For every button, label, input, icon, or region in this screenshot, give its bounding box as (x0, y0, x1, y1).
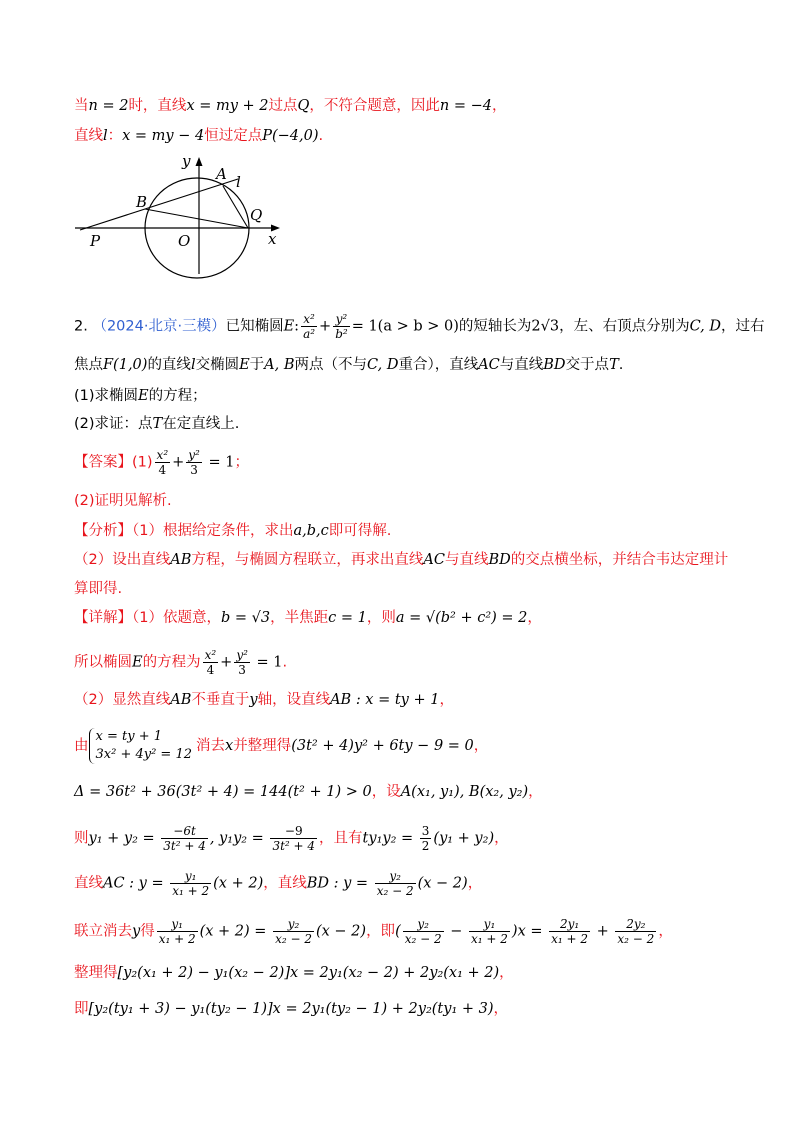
text: 焦点 (74, 357, 103, 373)
math: = 1 (251, 654, 283, 671)
text: （2）显然直线 (74, 692, 171, 708)
question-number: 2. (74, 318, 88, 335)
detail-line-7 (74, 869, 730, 898)
math: Q (297, 98, 310, 114)
system-eq-2: 3x² + 4y² = 12 (95, 747, 192, 762)
text: 与直线 (499, 357, 544, 373)
question-line-2 (74, 354, 730, 376)
text: 直线 (74, 128, 103, 144)
text: ，左、右顶点分别为 (559, 318, 690, 335)
math: l (103, 128, 108, 144)
frac-num: y² (333, 312, 350, 327)
text: 的直线 (147, 357, 191, 373)
sub-question-1 (74, 385, 730, 407)
math: BD : y = (306, 875, 373, 892)
math: C, D (367, 357, 399, 373)
text: ，半焦距 (270, 610, 329, 626)
math: x (225, 738, 234, 754)
math: 2√3 (531, 318, 560, 335)
text: ， (499, 965, 514, 981)
detail-line-8 (74, 917, 730, 946)
text: 于 (249, 357, 265, 373)
label-q: Q (250, 206, 263, 224)
math: y (249, 692, 258, 708)
math: n = 2 (88, 98, 129, 114)
text: ， (467, 875, 483, 892)
math: P(−4,0) (262, 128, 319, 144)
text: 不垂直于 (191, 692, 250, 708)
math: x = my + 2 (186, 98, 269, 114)
math: AB (170, 692, 192, 708)
detail-line-10 (74, 998, 730, 1020)
text: （1）依题意， (132, 610, 221, 626)
frac-num: 2y₂ (615, 917, 656, 932)
text: ，设 (371, 784, 401, 800)
text: 的方程； (148, 388, 207, 404)
math: x = my − 4 (122, 128, 205, 144)
text: 消去 (196, 738, 225, 754)
system-eq-1: x = ty + 1 (95, 729, 162, 744)
text: 整理得 (74, 965, 118, 981)
math: [y₂(x₁ + 2) − y₁(x₂ − 2)]x = 2y₁(x₂ − 2) + 2y₂(x₁ + 2) (117, 965, 500, 981)
text: 已知椭圆 (225, 318, 284, 335)
question-line-1: 2. （2024·北京·三模）已知椭圆E: $\frac{\text{x²}}{\text{a²}}$ + $\frac{\text{y²}}{\text{b²}}$ = 1(a > b > 0)的短轴长为2√3，左、右顶点分别为C, D，过右 (74, 312, 765, 341)
detail-tag: 【详解】 (74, 610, 132, 626)
math: y₁ + y₂ = (88, 830, 160, 847)
frac-den: x₂ − 2 (376, 884, 414, 898)
text: ，直线 (263, 875, 307, 892)
math: ty₁y₂ = (362, 830, 418, 847)
text: 的交点横坐标，并结合韦达定理计 (510, 552, 729, 568)
text: 时，直线 (128, 98, 187, 114)
frac-den: 3 (238, 663, 246, 677)
analysis-tag: 【分析】 (74, 523, 132, 539)
text: ： (107, 128, 123, 144)
frac-den: a² (303, 327, 316, 341)
math: BD (488, 552, 511, 568)
text: 过点 (268, 98, 298, 114)
text: 由 (74, 738, 89, 754)
frac-num: y₂ (273, 917, 314, 932)
math: = 1 (203, 454, 235, 471)
question-source: （2024·北京·三模） (92, 318, 226, 335)
text: (1) (132, 454, 153, 471)
text: （2）设出直线 (74, 552, 171, 568)
math: A, B (264, 357, 295, 373)
text: (2)求证：点 (74, 416, 153, 432)
math: F(1,0) (103, 357, 148, 373)
answer-tag: 【答案】 (74, 454, 132, 471)
frac-den: 2 (421, 839, 430, 853)
frac-num: x² (204, 648, 217, 662)
text: . (282, 654, 288, 671)
text: 在定直线上. (162, 416, 240, 432)
label-o: O (178, 232, 191, 250)
math: )x = (511, 923, 548, 940)
math: a,b,c (293, 523, 329, 539)
detail-line-6 (74, 824, 730, 853)
equation-system (89, 728, 193, 764)
text: 即 (74, 1001, 89, 1017)
text: 算即得. (74, 581, 123, 597)
geometry-figure (70, 152, 290, 282)
text: 交椭圆 (195, 357, 240, 373)
frac-num: 3 (421, 824, 430, 838)
text: ， (492, 98, 507, 114)
math: = 1(a > b > 0) (351, 318, 459, 335)
text: 方程，与椭圆方程联立，再求出直线 (191, 552, 424, 568)
text: ， (473, 738, 489, 754)
text: (2)证明见解析. (74, 493, 172, 509)
text: 的短轴长为 (458, 318, 532, 335)
text: 当 (74, 98, 89, 114)
text: 直线 (74, 875, 103, 892)
frac-den: x₂ − 2 (617, 932, 655, 946)
text: 并整理得 (233, 738, 292, 754)
detail-line-2: 所以椭圆E的方程为 $\frac{\text{x²}}{4}$ + $\frac{\text{y²}}{3}$ = 1. (74, 648, 288, 677)
sub-question-2 (74, 413, 730, 435)
label-a: A (216, 165, 227, 183)
text: 轴，设直线 (257, 692, 331, 708)
frac-num: x² (301, 312, 317, 327)
detail-line-3 (74, 689, 730, 711)
text: ，且有 (319, 830, 363, 847)
frac-num: y₂ (375, 869, 416, 884)
text: ，则 (366, 610, 396, 626)
analysis-line-3 (74, 578, 730, 600)
frac-den: 4 (206, 663, 215, 677)
text: 联立消去 (74, 923, 132, 940)
frac-den: 3t² + 4 (272, 839, 316, 853)
math: (x + 2) = (199, 923, 272, 940)
math: b = √3 (220, 610, 271, 626)
frac-num: −9 (270, 824, 317, 839)
detail-line-1 (74, 607, 730, 629)
math: T (609, 357, 619, 373)
math: T (152, 416, 163, 432)
math: (x + 2) (213, 875, 264, 892)
math: + (592, 923, 614, 940)
math: (3t² + 4)y² + 6ty − 9 = 0 (291, 738, 474, 754)
text: 重合），直线 (398, 357, 479, 373)
analysis-line-1 (74, 520, 730, 542)
text: 得 (140, 923, 155, 940)
frac-num: y₁ (157, 917, 198, 932)
frac-num: y₁ (170, 869, 211, 884)
segment-bq (145, 209, 248, 228)
math: − (445, 923, 468, 940)
text: 恒过定点 (204, 128, 263, 144)
math: a = √(b² + c²) = 2 (395, 610, 528, 626)
math: n = −4 (439, 98, 493, 114)
math: (y₁ + y₂) (433, 830, 495, 847)
math: (x − 2) (417, 875, 468, 892)
detail-line-4 (74, 728, 730, 764)
label-l: l (236, 173, 241, 191)
math: E (138, 388, 149, 404)
text: ， (494, 830, 509, 847)
frac-den: b² (335, 327, 348, 341)
math: A(x₁, y₁), B(x₂, y₂) (400, 784, 529, 800)
frac-den: 4 (158, 463, 167, 477)
line-fixed-point (74, 125, 730, 147)
frac-num: y₁ (469, 917, 510, 932)
text: ； (234, 454, 249, 471)
math: AB (170, 552, 192, 568)
text: ， (528, 784, 543, 800)
answer-line-1: 【答案】(1) $\frac{\text{x²}}{4}$ + $\frac{\text{y²}}{3}$ = 1； (74, 448, 249, 477)
text: ，即 (366, 923, 396, 940)
frac-num: 2y₁ (549, 917, 590, 932)
math: [y₂(ty₁ + 3) − y₁(ty₂ − 1)]x = 2y₁(ty₂ − 1) + 2y₂(ty₁ + 3) (88, 1001, 494, 1017)
math: BD (543, 357, 566, 373)
answer-line-2 (74, 490, 730, 512)
frac-num: y₂ (403, 917, 444, 932)
text: （1）根据给定条件，求出 (132, 523, 294, 539)
analysis-line-2 (74, 549, 730, 571)
text: . (318, 128, 324, 144)
text: . (618, 357, 624, 373)
frac-num: y² (236, 648, 248, 662)
text: 即可得解. (328, 523, 392, 539)
math: AC (423, 552, 445, 568)
math: C, D (689, 318, 721, 335)
text: (1)求椭圆 (74, 388, 139, 404)
math: y (132, 923, 141, 940)
text: 两点（不与 (294, 357, 368, 373)
math: c = 1 (328, 610, 367, 626)
text: ， (439, 692, 454, 708)
math: (x − 2) (315, 923, 367, 940)
math: ( (395, 923, 401, 940)
label-b: B (136, 193, 148, 211)
math: E (239, 357, 250, 373)
text: ， (493, 1001, 509, 1017)
detail-line-9 (74, 962, 730, 984)
frac-den: x₁ + 2 (158, 932, 196, 946)
math: AB : x = ty + 1 (330, 692, 440, 708)
text: ，不符合题意，因此 (309, 98, 440, 114)
label-y: y (182, 152, 191, 170)
frac-den: x₁ + 2 (172, 884, 210, 898)
line-l (80, 179, 238, 230)
label-x: x (268, 230, 277, 248)
frac-den: 3 (190, 463, 198, 477)
frac-den: x₁ + 2 (471, 932, 508, 946)
math: AC : y = (103, 875, 169, 892)
label-p: P (90, 232, 101, 250)
text: 所以椭圆 (74, 654, 132, 671)
math: E (283, 318, 295, 335)
text: ， (527, 610, 542, 626)
text: ， (658, 923, 673, 940)
math: E (132, 654, 143, 671)
text: 交于点 (565, 357, 610, 373)
text: 则 (74, 830, 89, 847)
frac-den: x₂ − 2 (275, 932, 312, 946)
frac-num: −6t (161, 824, 208, 839)
math: AC (478, 357, 500, 373)
frac-num: y² (188, 448, 200, 462)
frac-den: x₂ − 2 (404, 932, 442, 946)
math: , y₁y₂ = (209, 830, 269, 847)
frac-den: x₁ + 2 (551, 932, 589, 946)
detail-line-5 (74, 781, 730, 803)
math: l (190, 357, 196, 373)
y-axis-arrow (196, 157, 203, 166)
math: Δ = 36t² + 36(3t² + 4) = 144(t² + 1) > 0 (74, 784, 372, 800)
line-n-case (74, 95, 730, 117)
text: ，过右 (721, 318, 765, 335)
frac-den: 3t² + 4 (163, 839, 206, 853)
text: 与直线 (444, 552, 489, 568)
text: 的方程为 (142, 654, 201, 671)
frac-num: x² (156, 448, 169, 462)
